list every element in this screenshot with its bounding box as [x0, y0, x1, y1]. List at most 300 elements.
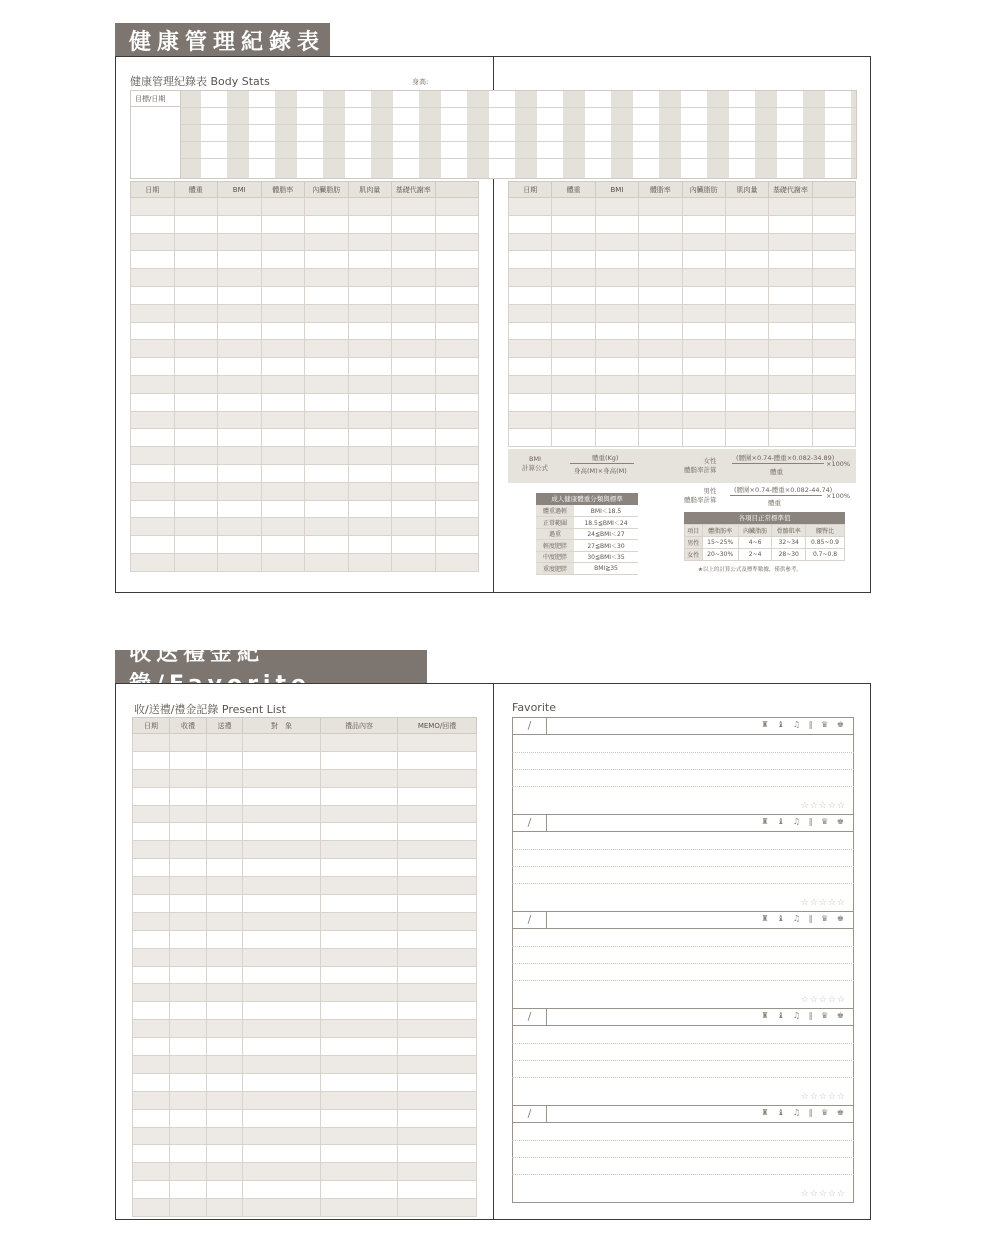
table-cell	[398, 1181, 477, 1199]
column-header: 內臟脂肪	[682, 182, 725, 198]
table-cell	[398, 1038, 477, 1056]
table-cell	[595, 233, 638, 251]
table-cell	[435, 429, 479, 447]
bmi-table-caption: 成人健康體重分類與標準	[536, 493, 638, 505]
table-cell	[682, 304, 725, 322]
table-cell	[133, 912, 170, 930]
column-header: MEMO/回禮	[398, 718, 477, 734]
page-fold	[493, 684, 494, 1219]
table-cell	[243, 1163, 321, 1181]
table-cell	[174, 464, 218, 482]
table-cell	[552, 393, 595, 411]
table-cell	[207, 912, 243, 930]
table-row	[133, 1038, 477, 1056]
table-cell	[398, 1020, 477, 1038]
table-cell	[509, 429, 552, 447]
table-cell	[218, 536, 262, 554]
table-cell	[552, 304, 595, 322]
table-cell: BMI＜18.5	[574, 505, 638, 517]
table-cell	[725, 269, 768, 287]
table-cell	[133, 1038, 170, 1056]
table-cell	[131, 429, 175, 447]
table-cell	[348, 464, 392, 482]
table-cell	[552, 322, 595, 340]
table-cell: 20~30%	[702, 549, 738, 561]
table-cell	[639, 393, 682, 411]
table-cell: 2~4	[738, 549, 772, 561]
table-row	[133, 895, 477, 913]
table-cell	[133, 841, 170, 859]
table-cell	[321, 1056, 398, 1074]
table-cell	[509, 322, 552, 340]
table-cell	[392, 304, 436, 322]
table-cell	[174, 251, 218, 269]
table-cell	[398, 751, 477, 769]
table-cell	[639, 322, 682, 340]
table-cell	[261, 304, 305, 322]
table-cell: 4~6	[738, 537, 772, 549]
table-cell	[321, 1127, 398, 1145]
dotted-line	[512, 1140, 854, 1141]
table-row	[131, 322, 479, 340]
table-row	[131, 393, 479, 411]
column-header: 項目	[685, 525, 703, 537]
table-cell	[243, 930, 321, 948]
table-cell	[243, 1109, 321, 1127]
favorite-border	[512, 735, 513, 814]
table-header-row	[685, 525, 845, 537]
table-cell	[812, 411, 855, 429]
table-cell	[595, 322, 638, 340]
dotted-line	[512, 1174, 854, 1175]
table-row	[133, 948, 477, 966]
table-cell	[509, 304, 552, 322]
table-cell	[435, 375, 479, 393]
table-cell	[243, 1073, 321, 1091]
dotted-line	[512, 883, 854, 884]
table-row	[133, 1127, 477, 1145]
category-icons: ♜ ♝ ♫ ‖ ♛ ♚	[761, 720, 847, 729]
table-cell	[682, 286, 725, 304]
dotted-line	[512, 849, 854, 850]
table-cell	[392, 340, 436, 358]
table-cell	[639, 411, 682, 429]
table-cell	[133, 1199, 170, 1217]
column-header: 對 象	[243, 718, 321, 734]
table-row	[131, 375, 479, 393]
column-header	[812, 182, 855, 198]
favorite-border	[853, 929, 854, 1008]
table-row	[131, 286, 479, 304]
table-cell	[682, 375, 725, 393]
table-cell	[207, 1020, 243, 1038]
table-cell	[131, 500, 175, 518]
table-cell	[174, 269, 218, 287]
dotted-line	[512, 946, 854, 947]
table-row	[133, 859, 477, 877]
category-icons: ♜ ♝ ♫ ‖ ♛ ♚	[761, 1108, 847, 1117]
table-cell	[435, 233, 479, 251]
date-slash: /	[513, 1009, 547, 1026]
table-cell	[305, 482, 349, 500]
table-cell	[639, 286, 682, 304]
table-cell	[243, 948, 321, 966]
table-cell	[174, 304, 218, 322]
table-cell	[261, 536, 305, 554]
table-cell	[133, 1109, 170, 1127]
table-cell	[509, 393, 552, 411]
table-cell	[392, 447, 436, 465]
table-cell: 男性	[685, 537, 703, 549]
table-cell	[170, 1020, 207, 1038]
table-cell	[218, 304, 262, 322]
table-row	[131, 482, 479, 500]
dotted-line	[512, 980, 854, 981]
table-cell	[595, 251, 638, 269]
table-cell	[435, 500, 479, 518]
category-icons: ♜ ♝ ♫ ‖ ♛ ♚	[761, 817, 847, 826]
table-cell	[131, 411, 175, 429]
table-row	[133, 1056, 477, 1074]
table-cell	[552, 233, 595, 251]
table-row	[131, 358, 479, 376]
table-row	[509, 375, 856, 393]
goal-row	[181, 158, 856, 159]
table-cell	[398, 912, 477, 930]
table-cell	[812, 198, 855, 216]
bmi-denominator: 身高(M)×身高(M)	[574, 467, 627, 475]
table-row	[131, 518, 479, 536]
table-cell	[392, 215, 436, 233]
table-cell	[392, 198, 436, 216]
table-cell	[348, 269, 392, 287]
column-header: 收禮	[170, 718, 207, 734]
table-cell	[207, 1127, 243, 1145]
table-cell	[398, 1002, 477, 1020]
table-cell: 0.85~0.9	[806, 537, 845, 549]
column-header: 體脂肪率	[702, 525, 738, 537]
table-cell	[812, 233, 855, 251]
table-cell	[261, 375, 305, 393]
table-cell	[131, 358, 175, 376]
table-cell	[435, 518, 479, 536]
table-cell	[170, 1073, 207, 1091]
table-cell	[321, 1163, 398, 1181]
table-cell	[218, 393, 262, 411]
table-cell	[435, 464, 479, 482]
table-cell	[639, 358, 682, 376]
table-cell	[552, 251, 595, 269]
column-header: BMI	[218, 182, 262, 198]
table-cell: BMI≧35	[574, 563, 638, 575]
favorite-border	[512, 929, 513, 1008]
table-cell	[398, 1073, 477, 1091]
table-cell	[133, 769, 170, 787]
table-cell	[261, 340, 305, 358]
table-cell	[133, 787, 170, 805]
table-cell	[305, 518, 349, 536]
table-cell	[174, 215, 218, 233]
table-cell	[725, 429, 768, 447]
table-cell	[218, 233, 262, 251]
table-cell	[207, 787, 243, 805]
table-cell	[261, 233, 305, 251]
table-cell	[305, 393, 349, 411]
table-cell	[398, 823, 477, 841]
table-cell	[305, 304, 349, 322]
table-cell	[595, 429, 638, 447]
table-cell	[305, 322, 349, 340]
table-row	[133, 1020, 477, 1038]
table-cell	[170, 877, 207, 895]
table-cell	[133, 805, 170, 823]
table-cell	[305, 464, 349, 482]
table-row	[133, 912, 477, 930]
rating-stars: ☆☆☆☆☆	[800, 898, 846, 908]
table-cell	[321, 859, 398, 877]
table-cell	[243, 1145, 321, 1163]
table-cell	[682, 233, 725, 251]
table-cell	[509, 251, 552, 269]
table-cell	[812, 358, 855, 376]
table-cell	[174, 518, 218, 536]
table-cell	[392, 233, 436, 251]
table-cell	[207, 734, 243, 752]
table-cell	[218, 553, 262, 571]
table-row	[509, 269, 856, 287]
table-cell	[243, 823, 321, 841]
table-cell	[639, 251, 682, 269]
table-cell	[305, 429, 349, 447]
table-cell	[207, 877, 243, 895]
table-cell	[509, 286, 552, 304]
table-cell	[174, 322, 218, 340]
table-row	[133, 1163, 477, 1181]
table-cell	[218, 375, 262, 393]
table-cell	[170, 823, 207, 841]
table-cell	[131, 375, 175, 393]
table-cell	[174, 482, 218, 500]
table-cell	[207, 948, 243, 966]
column-header: 內臟脂肪	[305, 182, 349, 198]
table-cell	[261, 500, 305, 518]
female-formula-label: 女性 體脂率計算	[684, 457, 717, 474]
table-row	[133, 805, 477, 823]
table-cell	[207, 769, 243, 787]
table-cell	[398, 1091, 477, 1109]
table-cell	[398, 966, 477, 984]
times-100: ×100%	[826, 492, 851, 500]
female-numerator: (腰圍×0.74-體重×0.082-34.89)	[736, 454, 835, 462]
table-row	[509, 322, 856, 340]
table-cell	[398, 805, 477, 823]
column-header: 骨骼肌率	[772, 525, 806, 537]
table-cell	[348, 429, 392, 447]
table-cell	[170, 1145, 207, 1163]
table-row	[509, 215, 856, 233]
table-cell	[725, 411, 768, 429]
table-cell	[435, 322, 479, 340]
table-cell	[639, 429, 682, 447]
table-cell	[321, 1020, 398, 1038]
table-cell	[170, 966, 207, 984]
table-cell	[131, 269, 175, 287]
favorite-title: Favorite	[512, 701, 556, 714]
table-cell	[170, 787, 207, 805]
table-cell	[769, 375, 812, 393]
table-cell	[131, 340, 175, 358]
table-cell: 過重	[536, 528, 574, 540]
table-cell	[305, 269, 349, 287]
table-row	[536, 551, 638, 563]
table-cell	[170, 895, 207, 913]
table-cell	[321, 805, 398, 823]
table-cell	[207, 1091, 243, 1109]
table-cell	[243, 966, 321, 984]
table-cell	[725, 340, 768, 358]
table-cell	[131, 286, 175, 304]
table-cell	[243, 859, 321, 877]
table-cell	[595, 269, 638, 287]
table-cell	[639, 304, 682, 322]
health-record-spread	[115, 56, 871, 593]
table-cell	[170, 1163, 207, 1181]
table-cell	[243, 769, 321, 787]
table-cell	[639, 340, 682, 358]
table-cell	[305, 536, 349, 554]
table-cell	[595, 358, 638, 376]
table-cell	[174, 358, 218, 376]
table-cell	[133, 823, 170, 841]
table-row	[509, 286, 856, 304]
table-cell	[133, 877, 170, 895]
table-cell	[348, 536, 392, 554]
table-cell	[243, 1127, 321, 1145]
bmi-formula-label: BMI 計算公式	[522, 455, 548, 472]
present-list-table	[132, 717, 477, 1217]
column-header: 日期	[131, 182, 175, 198]
table-cell	[812, 375, 855, 393]
table-row	[509, 233, 856, 251]
table-cell	[170, 1091, 207, 1109]
table-cell	[207, 1109, 243, 1127]
table-cell	[218, 286, 262, 304]
column-header	[435, 182, 479, 198]
table-cell	[595, 340, 638, 358]
column-header: 內臟脂肪	[738, 525, 772, 537]
table-cell	[392, 322, 436, 340]
table-cell	[243, 1056, 321, 1074]
table-cell	[218, 447, 262, 465]
table-cell	[769, 358, 812, 376]
table-cell	[218, 358, 262, 376]
table-cell	[725, 375, 768, 393]
table-cell: 32~34	[772, 537, 806, 549]
table-cell	[435, 304, 479, 322]
date-slash: /	[513, 1106, 547, 1123]
table-cell	[392, 482, 436, 500]
table-cell	[725, 251, 768, 269]
table-cell	[207, 1145, 243, 1163]
table-cell	[243, 895, 321, 913]
table-cell	[261, 518, 305, 536]
table-cell	[218, 269, 262, 287]
table-cell	[261, 464, 305, 482]
present-list-title: 收/送禮/禮金記錄 Present List	[134, 703, 286, 716]
table-cell	[261, 358, 305, 376]
table-cell	[321, 930, 398, 948]
table-row	[133, 1199, 477, 1217]
table-cell	[682, 411, 725, 429]
table-cell	[243, 734, 321, 752]
table-cell: 27≦BMI＜30	[574, 540, 638, 552]
table-cell	[348, 411, 392, 429]
column-header: 送禮	[207, 718, 243, 734]
table-cell	[131, 553, 175, 571]
table-cell	[348, 322, 392, 340]
table-cell	[812, 393, 855, 411]
table-cell	[435, 340, 479, 358]
table-cell	[595, 375, 638, 393]
table-cell	[509, 340, 552, 358]
table-cell	[207, 1199, 243, 1217]
body-stats-table-right	[508, 181, 856, 447]
table-cell: 重度肥胖	[536, 563, 574, 575]
table-cell	[398, 895, 477, 913]
table-cell	[595, 286, 638, 304]
times-100: ×100%	[826, 460, 851, 468]
table-cell	[682, 322, 725, 340]
table-row	[133, 734, 477, 752]
column-header: 體脂率	[639, 182, 682, 198]
table-cell: 中度肥胖	[536, 551, 574, 563]
table-cell	[348, 375, 392, 393]
male-denominator: 體重	[768, 499, 781, 507]
table-cell	[639, 198, 682, 216]
table-cell	[243, 787, 321, 805]
table-cell	[305, 358, 349, 376]
table-cell	[509, 375, 552, 393]
table-cell	[509, 411, 552, 429]
section-banner-health: 健康管理紀錄表	[115, 23, 330, 57]
column-header: 禮品內容	[321, 718, 398, 734]
table-cell	[769, 429, 812, 447]
page-title: 健康管理紀錄表 Body Stats	[130, 75, 270, 88]
table-cell	[398, 787, 477, 805]
table-cell	[321, 823, 398, 841]
female-denominator: 體重	[770, 468, 783, 476]
favorite-border	[853, 735, 854, 814]
fraction-line	[732, 463, 824, 464]
table-cell	[509, 358, 552, 376]
table-cell	[348, 393, 392, 411]
table-cell	[170, 984, 207, 1002]
table-row	[133, 787, 477, 805]
table-cell	[243, 841, 321, 859]
table-row	[685, 549, 845, 561]
rating-stars: ☆☆☆☆☆	[800, 995, 846, 1005]
table-row	[133, 1145, 477, 1163]
table-cell	[170, 805, 207, 823]
table-cell	[305, 286, 349, 304]
table-cell	[207, 751, 243, 769]
table-cell	[595, 215, 638, 233]
column-header: 體重	[174, 182, 218, 198]
table-cell	[243, 984, 321, 1002]
favorite-header	[512, 815, 854, 832]
table-cell	[682, 198, 725, 216]
table-cell	[552, 358, 595, 376]
